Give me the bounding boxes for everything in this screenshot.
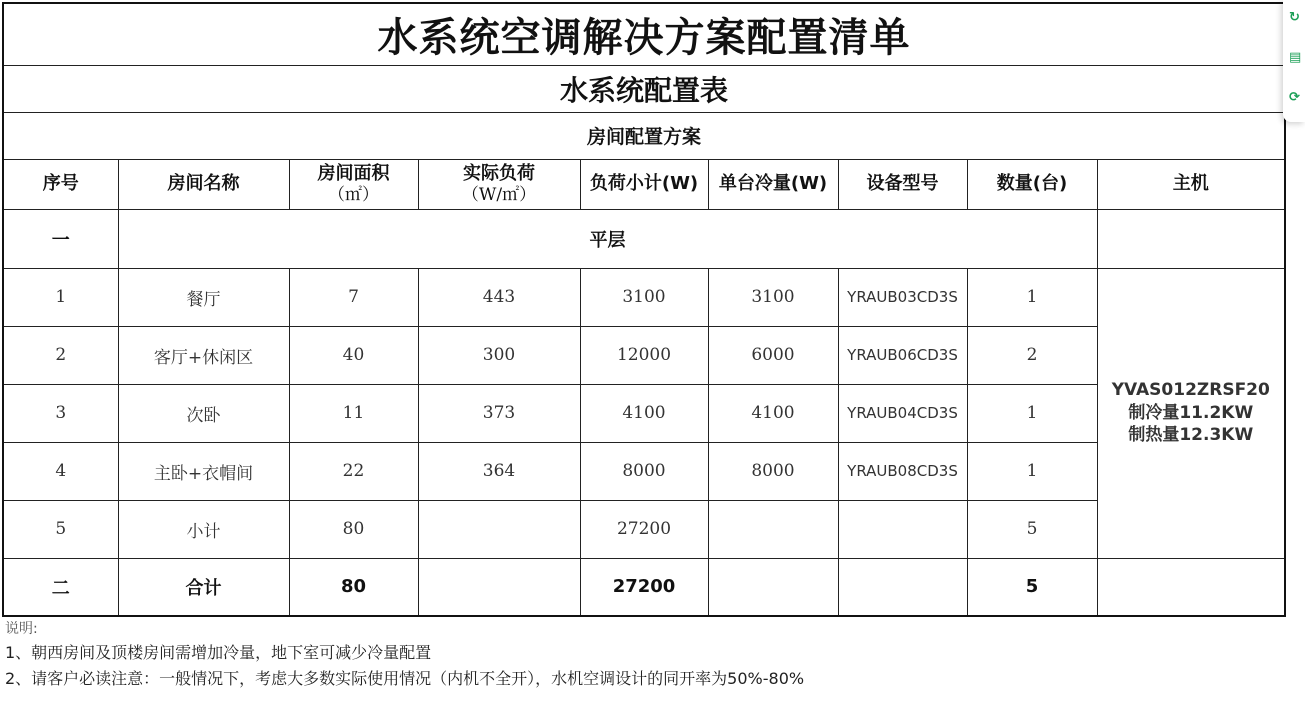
total-seq: 二 — [3, 558, 118, 616]
row-room: 次卧 — [118, 384, 289, 442]
host-cooling: 制冷量11.2KW — [1128, 402, 1254, 423]
host-heating: 制热量12.3KW — [1128, 425, 1254, 446]
row-qty: 1 — [967, 442, 1097, 500]
row-subtotal: 3100 — [580, 268, 708, 326]
table-row — [3, 326, 1285, 384]
header-seq: 序号 — [3, 159, 118, 209]
host-model: YVAS012ZRSF20 — [1111, 379, 1270, 400]
table-subtitle: 水系统配置表 — [3, 65, 1285, 112]
total-row — [3, 558, 1285, 616]
row-seq: 1 — [3, 268, 118, 326]
header-area-label: 房间面积 — [317, 163, 390, 184]
row-room: 餐厅 — [118, 268, 289, 326]
row-load — [418, 500, 580, 558]
header-qty: 数量(台) — [967, 159, 1097, 209]
total-room: 合计 — [118, 558, 289, 616]
note-item: 1、朝西房间及顶楼房间需增加冷量，地下室可减少冷量配置 — [5, 643, 432, 662]
row-area: 80 — [289, 500, 418, 558]
total-qty: 5 — [967, 558, 1097, 616]
section-title: 房间配置方案 — [3, 112, 1285, 159]
row-area: 11 — [289, 384, 418, 442]
row-seq: 3 — [3, 384, 118, 442]
row-unit-cool — [708, 500, 838, 558]
row-unit-cool: 4100 — [708, 384, 838, 442]
row-seq: 4 — [3, 442, 118, 500]
table-row — [3, 442, 1285, 500]
header-host: 主机 — [1097, 159, 1285, 209]
row-area: 7 — [289, 268, 418, 326]
row-model: YRAUB04CD3S — [838, 384, 967, 442]
header-unit-cool: 单台冷量(W) — [708, 159, 838, 209]
subtotal-row — [3, 500, 1285, 558]
row-load: 364 — [418, 442, 580, 500]
header-area — [289, 159, 418, 209]
table-row — [3, 268, 1285, 326]
header-load-unit: （W/㎡） — [461, 184, 537, 205]
header-room: 房间名称 — [118, 159, 289, 209]
table-row — [3, 384, 1285, 442]
table-icon[interactable]: ▤ — [1289, 50, 1302, 65]
config-table — [2, 2, 1286, 617]
row-room: 主卧+衣帽间 — [118, 442, 289, 500]
page-title: 水系统空调解决方案配置清单 — [3, 3, 1285, 65]
total-model — [838, 558, 967, 616]
row-room: 小计 — [118, 500, 289, 558]
row-unit-cool: 6000 — [708, 326, 838, 384]
floor-name: 平层 — [118, 209, 1097, 268]
total-host-cell — [1097, 558, 1285, 616]
row-load: 373 — [418, 384, 580, 442]
note-item: 2、请客户必读注意：一般情况下，考虑大多数实际使用情况（内机不全开），水机空调设计的同开率为50%-80% — [5, 669, 805, 688]
row-model: YRAUB08CD3S — [838, 442, 967, 500]
row-model: YRAUB06CD3S — [838, 326, 967, 384]
row-seq: 5 — [3, 500, 118, 558]
row-model — [838, 500, 967, 558]
row-load: 300 — [418, 326, 580, 384]
total-load — [418, 558, 580, 616]
header-area-unit: （㎡） — [328, 184, 379, 205]
row-unit-cool: 3100 — [708, 268, 838, 326]
row-qty: 1 — [967, 384, 1097, 442]
row-qty: 1 — [967, 268, 1097, 326]
header-subtotal: 负荷小计(W) — [580, 159, 708, 209]
row-unit-cool: 8000 — [708, 442, 838, 500]
floor-seq: 一 — [3, 209, 118, 268]
floor-host-cell — [1097, 209, 1285, 268]
row-seq: 2 — [3, 326, 118, 384]
row-area: 40 — [289, 326, 418, 384]
row-load: 443 — [418, 268, 580, 326]
host-cell — [1097, 268, 1285, 558]
header-load-label: 实际负荷 — [463, 163, 535, 184]
total-unit-cool — [708, 558, 838, 616]
notes — [5, 618, 804, 692]
row-qty: 2 — [967, 326, 1097, 384]
row-room: 客厅+休闲区 — [118, 326, 289, 384]
row-subtotal: 4100 — [580, 384, 708, 442]
refresh-icon[interactable]: ↻ — [1289, 10, 1300, 25]
header-load — [418, 159, 580, 209]
notes-label: 说明: — [5, 621, 38, 637]
total-area: 80 — [289, 558, 418, 616]
total-subtotal: 27200 — [580, 558, 708, 616]
row-subtotal: 27200 — [580, 500, 708, 558]
row-qty: 5 — [967, 500, 1097, 558]
row-area: 22 — [289, 442, 418, 500]
row-subtotal: 12000 — [580, 326, 708, 384]
side-toolbar — [1283, 0, 1305, 122]
sync-icon[interactable]: ⟳ — [1289, 90, 1300, 105]
row-subtotal: 8000 — [580, 442, 708, 500]
header-model: 设备型号 — [838, 159, 967, 209]
row-model: YRAUB03CD3S — [838, 268, 967, 326]
